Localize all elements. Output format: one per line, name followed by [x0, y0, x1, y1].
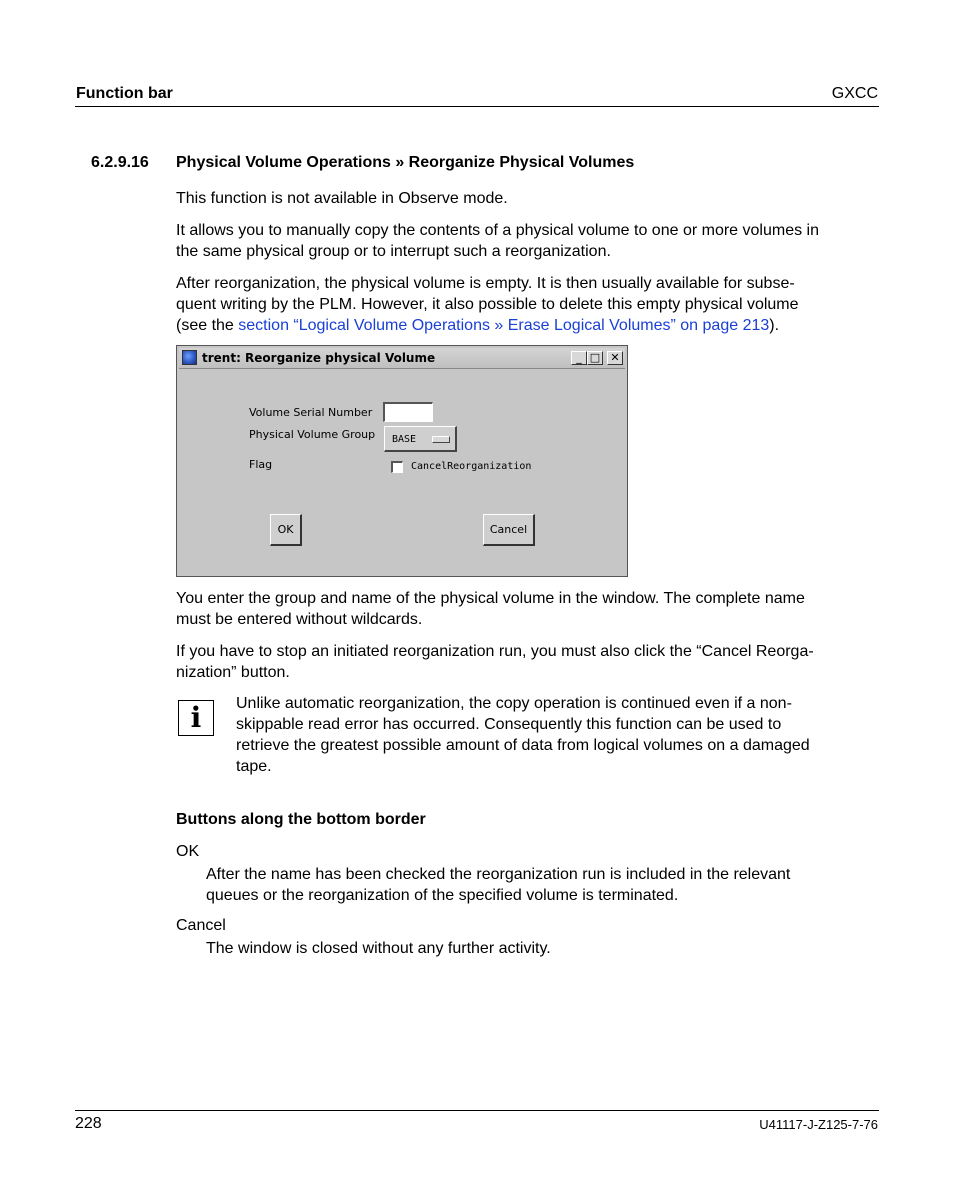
- ok-button[interactable]: OK: [270, 514, 302, 546]
- option-menu-indicator-icon: [432, 436, 450, 443]
- maximize-button[interactable]: □: [587, 351, 603, 365]
- text-line: After reorganization, the physical volume is empty. It is then usually available for subse-: [176, 275, 795, 292]
- volume-group-select[interactable]: [384, 426, 457, 452]
- reorganize-dialog: [176, 345, 628, 577]
- flag-label: Flag: [249, 458, 273, 471]
- ok-description: [206, 864, 882, 906]
- header-rule: [75, 106, 879, 107]
- paragraph-observe-mode: [176, 188, 882, 209]
- volume-group-label: Physical Volume Group: [249, 428, 376, 441]
- text-line: This function is not available in Observe mode.: [176, 190, 508, 207]
- buttons-heading: Buttons along the bottom border: [176, 811, 426, 828]
- paragraph-manual-copy: [176, 220, 882, 262]
- section-title: Physical Volume Operations » Reorganize Physical Volumes: [176, 154, 635, 171]
- text-segment: ).: [769, 317, 780, 334]
- paragraph-stop-run: [176, 641, 882, 683]
- running-header-left: Function bar: [76, 85, 173, 102]
- paragraph-enter-group: [176, 588, 882, 630]
- running-header-right: GXCC: [831, 85, 878, 102]
- document-id: U41117-J-Z125-7-76: [759, 1117, 878, 1132]
- text-line: the same physical group or to interrupt such a reorganization.: [176, 243, 611, 260]
- cancel-button[interactable]: Cancel: [483, 514, 535, 546]
- cancel-description: [206, 938, 882, 959]
- close-button[interactable]: ✕: [607, 351, 623, 365]
- text-line: The window is closed without any further activity.: [206, 940, 551, 957]
- text-line: tape.: [236, 758, 272, 775]
- page-number: 228: [75, 1115, 102, 1132]
- volume-serial-input[interactable]: [383, 402, 433, 422]
- dialog-title: trent: Reorganize physical Volume: [202, 351, 436, 365]
- text-line: Unlike automatic reorganization, the copy operation is continued even if a non-: [236, 695, 792, 712]
- paragraph-after-reorganization: [176, 273, 882, 336]
- footer-rule: [75, 1110, 879, 1111]
- text-line: must be entered without wildcards.: [176, 611, 423, 628]
- cross-reference-link[interactable]: section “Logical Volume Operations » Erase Logical Volumes” on page 213: [238, 317, 770, 334]
- volume-serial-label: Volume Serial Number: [249, 406, 373, 419]
- cancel-reorganization-label[interactable]: CancelReorganization: [411, 461, 532, 472]
- dialog-titlebar[interactable]: [179, 348, 625, 369]
- volume-group-value: BASE: [392, 434, 417, 445]
- ok-term: OK: [176, 843, 200, 860]
- cancel-term: Cancel: [176, 917, 226, 934]
- minimize-button[interactable]: _: [571, 351, 587, 365]
- text-line: nization” button.: [176, 664, 290, 681]
- text-line: If you have to stop an initiated reorganization run, you must also click the “Cancel Reorga-: [176, 643, 814, 660]
- text-line: It allows you to manually copy the contents of a physical volume to one or more volumes in: [176, 222, 819, 239]
- app-globe-icon: [182, 350, 197, 365]
- text-line: retrieve the greatest possible amount of data from logical volumes on a damaged: [236, 737, 810, 754]
- text-line: After the name has been checked the reorganization run is included in the relevant: [206, 866, 791, 883]
- section-number: 6.2.9.16: [91, 154, 149, 171]
- text-line: You enter the group and name of the physical volume in the window. The complete name: [176, 590, 805, 607]
- text-line: queues or the reorganization of the specified volume is terminated.: [206, 887, 679, 904]
- text-line: quent writing by the PLM. However, it also possible to delete this empty physical volume: [176, 296, 799, 313]
- text-segment: (see the: [176, 317, 239, 334]
- info-note: [236, 693, 882, 777]
- text-line: [176, 315, 882, 336]
- text-line: skippable read error has occurred. Consequently this function can be used to: [236, 716, 782, 733]
- info-icon: i: [178, 700, 214, 736]
- cancel-reorganization-checkbox[interactable]: [391, 461, 403, 473]
